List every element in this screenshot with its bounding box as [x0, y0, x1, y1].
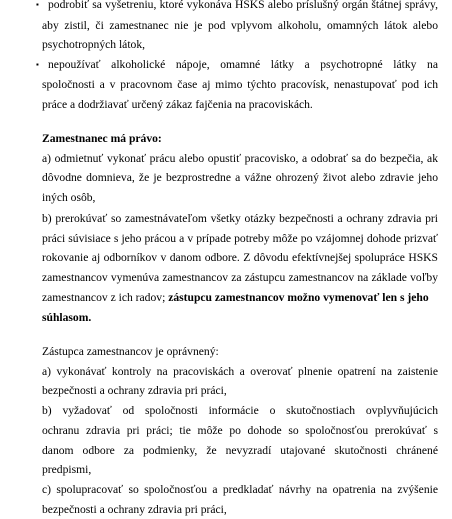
s2-item-b-line-2: ochranu zdravia pri práci; tie môže po dohode so spoločnosťou prerokúvať s [42, 423, 438, 437]
s1-item-b-bold-end: súhlasom. [42, 310, 92, 324]
bullet-1-line-1: podrobiť sa vyšetreniu, ktoré vykonáva HSKS alebo príslušný orgán štátnej správy, [48, 0, 438, 11]
s1-item-b-bold-text: zástupcu zamestnancov možno vymenovať len s jeho [168, 290, 429, 304]
bullet-icon: ▪ [36, 60, 39, 70]
bullet-2-line-1: nepoužívať alkoholické nápoje, omamné látky a psychotropné látky na [48, 58, 438, 72]
s1-item-b-line-1: b) prerokúvať so zamestnávateľom všetky otázky bezpečnosti a ochrany zdravia pri [42, 211, 438, 225]
bullet-1-line-2: aby zistil, či zamestnanec nie je pod vplyvom alkoholu, omamných látok alebo [42, 18, 438, 32]
s1-item-b-line-3: rokovanie aj odborníkov v danom odbore. Z dôvodu efektívnejšej spolupráce HSKS [42, 251, 438, 265]
bullet-1-line-3: psychotropných látok, [42, 38, 146, 52]
s2-item-b-line-3: danom odbore za podmienky, že nevyzradí utajované skutočnosti chránené [42, 443, 438, 457]
bullet-2-line-3: práce a dodržiavať určený zákaz fajčenia na pracoviskách. [42, 97, 313, 111]
s1-item-b-line-4: zamestnancov vymenúva zamestnancov za zástupcu zamestnancov na základe voľby [42, 271, 438, 285]
s2-item-b-line-4: predpismi, [42, 463, 92, 477]
bullet-2-line-2: spoločnosti a v pracovnom čase aj mimo týchto pracovísk, nenastupovať pod ich [42, 77, 438, 91]
s2-item-c-line-2: bezpečnosti a ochrany zdravia pri práci, [42, 503, 227, 516]
s1-item-a-line-3: iných osôb, [42, 191, 96, 205]
s2-item-a-line-2: bezpečnosti a ochrany zdravia pri práci, [42, 384, 227, 398]
bullet-icon: ▪ [36, 0, 39, 9]
s1-item-a-line-2: dôvodne domnieva, že je bezprostredne a vážne ohrozený život alebo zdravie jeho [42, 171, 438, 185]
s2-item-a-line-1: a) vykonávať kontroly na pracoviskách a overovať plnenie opatrení na zaistenie [42, 364, 438, 378]
s1-item-b-line-2: práci súvisiace s jeho prácou a v prípade potreby môže po vzájomnej dohode prizvať [42, 231, 438, 245]
s2-item-b-line-1: b) vyžadovať od spoločnosti informácie o skutočnostiach ovplyvňujúcich [42, 404, 438, 418]
s1-item-b-line-5-text: zamestnancov z ich radov; [42, 290, 166, 304]
section-heading: Zamestnanec má právo: [42, 131, 162, 145]
s1-item-a-line-1: a) odmietnuť vykonať prácu alebo opustiť pracovisko, a odobrať sa do bezpečia, ak [42, 151, 438, 165]
s2-item-c-line-1: c) spolupracovať so spoločnosťou a predkladať návrhy na opatrenia na zvýšenie [42, 483, 438, 497]
section-heading-2: Zástupca zamestnancov je oprávnený: [42, 344, 219, 358]
s1-item-b-line-5 [42, 291, 438, 305]
